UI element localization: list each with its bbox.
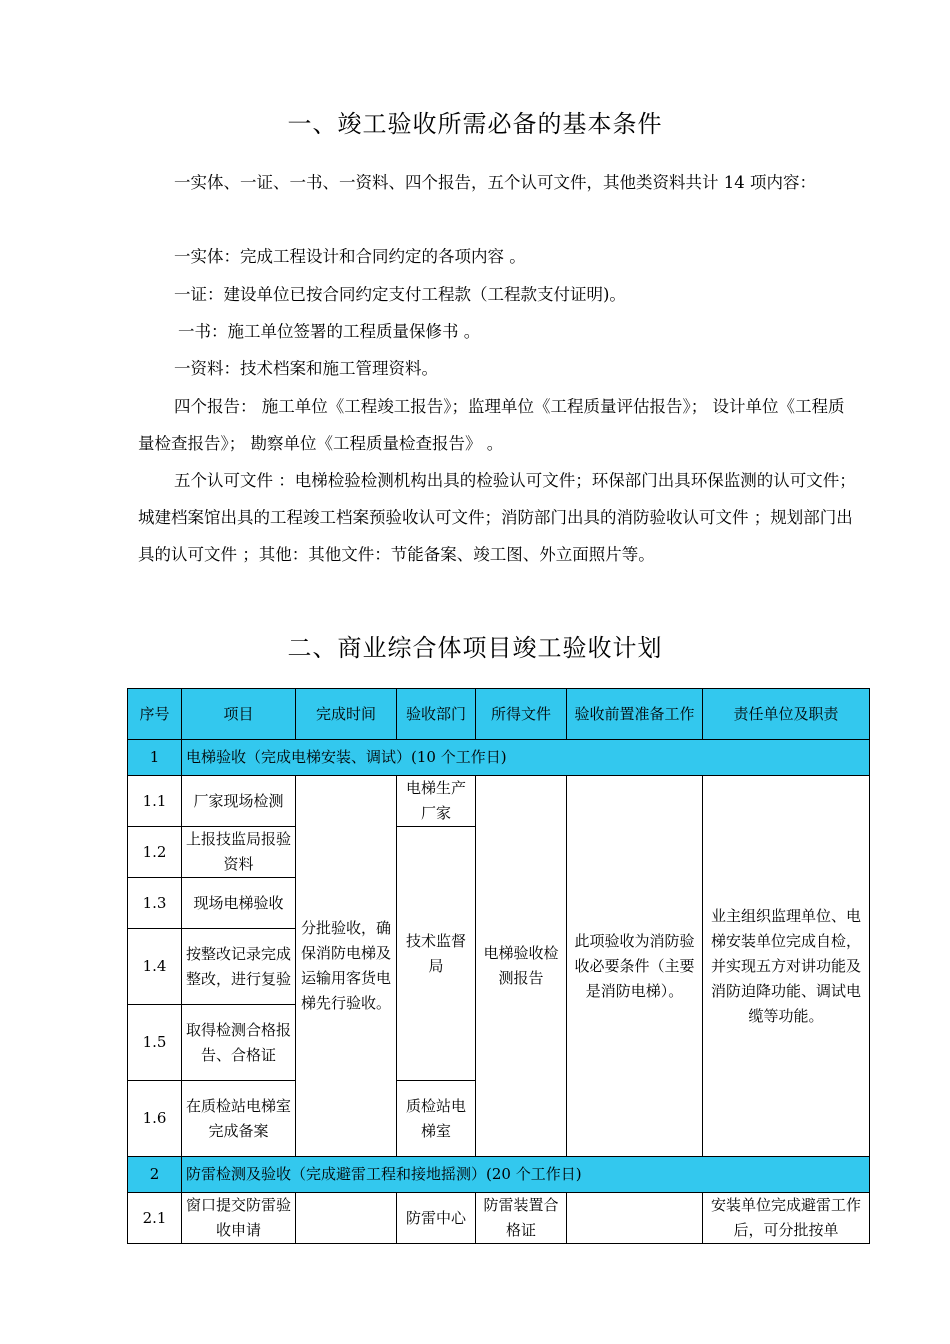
item-four-reports: 四个报告： 施工单位《工程竣工报告》；监理单位《工程质量评估报告》； 设计单位《工程质量检查报告》； 勘察单位《工程质量检查报告》 。	[138, 397, 845, 453]
row-time	[296, 1193, 397, 1244]
section-title: 电梯验收（完成电梯安装、调试）(10 个工作日)	[182, 740, 870, 776]
table-header-row	[128, 689, 870, 740]
row-item: 上报技监局报验资料	[182, 827, 296, 878]
item-warranty: 一书：施工单位签署的工程质量保修书 。	[178, 322, 481, 341]
item-materials: 一资料：技术档案和施工管理资料。	[174, 359, 438, 378]
section1-title: 一、竣工验收所需必备的基本条件	[287, 110, 663, 138]
row-item: 窗口提交防雷验收申请	[182, 1193, 296, 1244]
section2-title: 二、商业综合体项目竣工验收计划	[287, 634, 663, 662]
elevator-prep: 此项验收为消防验收必要条件（主要是消防电梯）。	[567, 776, 703, 1157]
section-row-elevator	[128, 740, 870, 776]
item-entity: 一实体：完成工程设计和合同约定的各项内容 。	[174, 247, 526, 266]
dept-quality-station: 质检站电梯室	[397, 1081, 476, 1157]
row-no: 1.5	[128, 1005, 182, 1081]
row-document: 防雷装置合格证	[476, 1193, 567, 1244]
row-item: 按整改记录完成整改，进行复验	[182, 929, 296, 1005]
table-row	[128, 776, 870, 827]
header-prep: 验收前置准备工作	[567, 689, 703, 740]
header-time: 完成时间	[296, 689, 397, 740]
row-no: 1.6	[128, 1081, 182, 1157]
intro-paragraph: 一实体、一证、一书、一资料、四个报告，五个认可文件，其他类资料共计 14 项内容：	[174, 173, 816, 192]
dept-manufacturer: 电梯生产厂家	[397, 776, 476, 827]
acceptance-plan-table	[127, 688, 870, 1244]
row-dept: 防雷中心	[397, 1193, 476, 1244]
row-item: 在质检站电梯室完成备案	[182, 1081, 296, 1157]
section-no: 2	[128, 1157, 182, 1193]
row-item: 取得检测合格报告、合格证	[182, 1005, 296, 1081]
row-responsibility: 安装单位完成避雷工作后，可分批按单	[703, 1193, 870, 1244]
elevator-time: 分批验收，确保消防电梯及运输用客货电梯先行验收。	[296, 776, 397, 1157]
section-no: 1	[128, 740, 182, 776]
section-row-lightning	[128, 1157, 870, 1193]
item-certificate: 一证：建设单位已按合同约定支付工程款（工程款支付证明)。	[174, 285, 626, 304]
row-item: 现场电梯验收	[182, 878, 296, 929]
table-row	[128, 1193, 870, 1244]
row-no: 2.1	[128, 1193, 182, 1244]
elevator-document: 电梯验收检测报告	[476, 776, 567, 1157]
header-no: 序号	[128, 689, 182, 740]
header-responsibility: 责任单位及职责	[703, 689, 870, 740]
section-title: 防雷检测及验收（完成避雷工程和接地摇测）(20 个工作日)	[182, 1157, 870, 1193]
row-no: 1.1	[128, 776, 182, 827]
header-dept: 验收部门	[397, 689, 476, 740]
row-item: 厂家现场检测	[182, 776, 296, 827]
item-five-permits: 五个认可文件 ：电梯检验检测机构出具的检验认可文件；环保部门出具环保监测的认可文件；城建档案馆出具的工程竣工档案预验收认可文件；消防部门出具的消防验收认可文件 ；规划部门出具的认可文件 ；其他：其他文件：节能备案、竣工图、外立面照片等。	[138, 471, 856, 564]
row-no: 1.3	[128, 878, 182, 929]
elevator-responsibility: 业主组织监理单位、电梯安装单位完成自检，并实现五方对讲功能及消防迫降功能、调试电缆等功能。	[703, 776, 870, 1157]
header-item: 项目	[182, 689, 296, 740]
row-no: 1.4	[128, 929, 182, 1005]
dept-tech-supervision: 技术监督局	[397, 827, 476, 1081]
header-document: 所得文件	[476, 689, 567, 740]
row-no: 1.2	[128, 827, 182, 878]
row-prep	[567, 1193, 703, 1244]
